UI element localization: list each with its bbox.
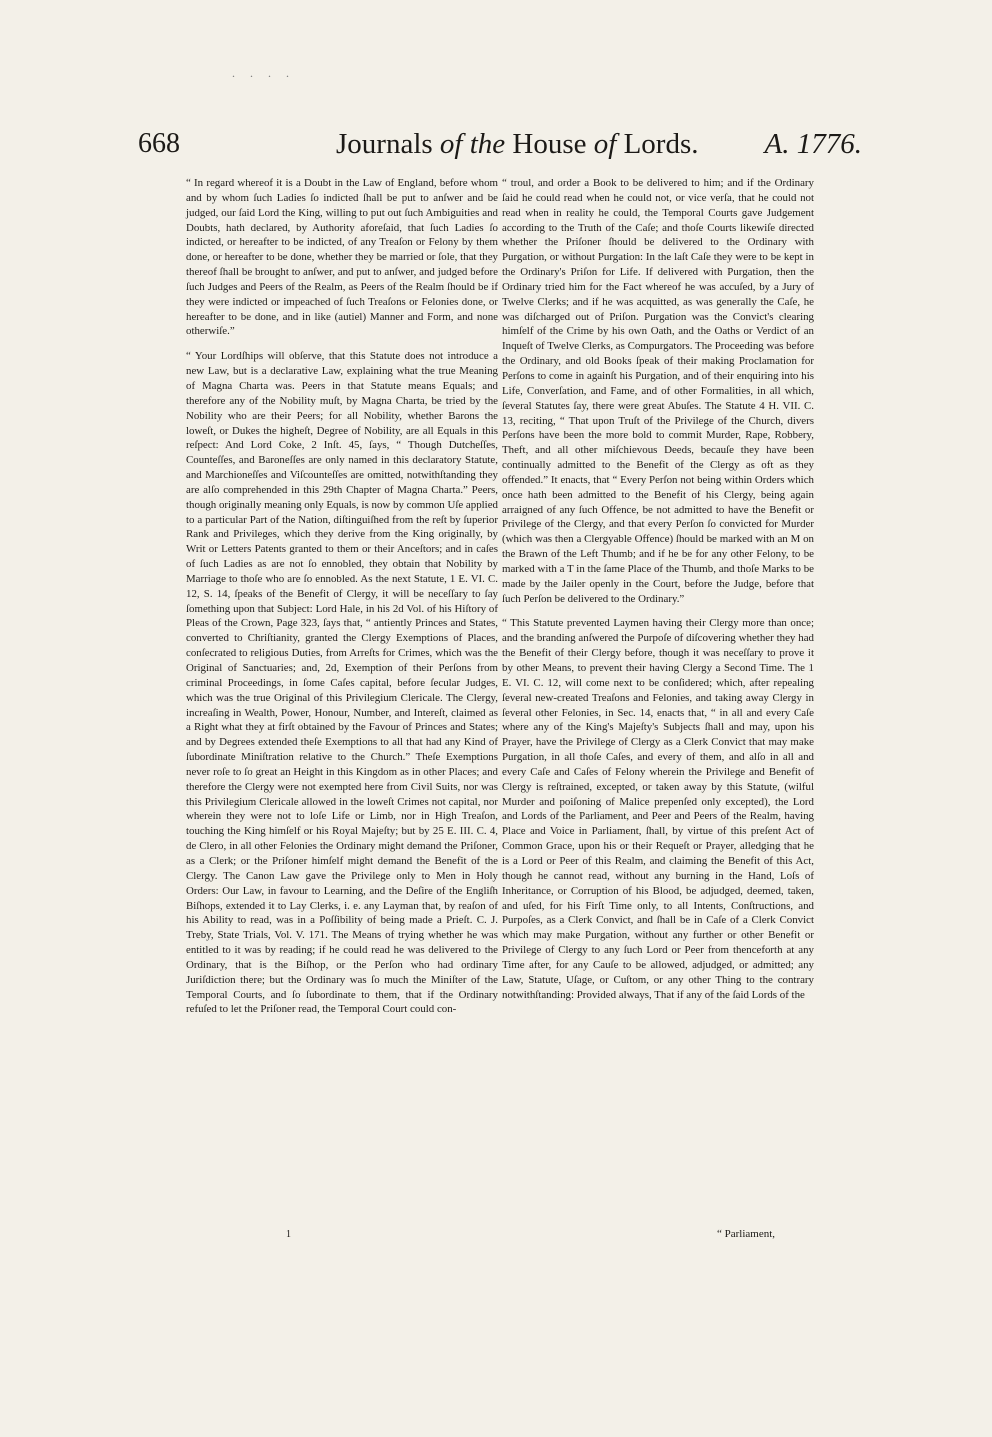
title-of-2: of (593, 128, 617, 160)
catchword: “ Parliament, (717, 1228, 776, 1240)
signature-mark: 1 (286, 1229, 291, 1240)
title-the: the (469, 128, 506, 160)
right-paragraph-1: “ troul, and order a Book to be delivered to him; and if the Ordinary ſaid he could read when he could not, or vice verſa, that he could not read when in reality he could, the Temporal Courts gave Judgement according to the Truth of the Caſe; and thoſe Courts likewiſe directed whether the Priſoner ſhould be delivered to the Ordinary with Purgation, or without Purgation: In the laſt Caſe they were to be kept in the Ordinary's Priſon for Life. If delivered with Purgation, then the Ordinary tried him for the Fact whereof he was accuſed, by a Jury of Twelve Clerks; and if he was acquitted, as was generally the Caſe, he was diſcharged out of Priſon. Purgation was the Convict's clearing himſelf of the Crime by his own Oath, and the Oaths or Verdict of an Inqueſt of Twelve Clerks, as Compurgators. The Proceeding was before the Ordinary, and old Books ſpeak of their making Proclamation for Perſons to come in againſt his Purgation, and of their enquiring into his Life, Converſation, and Fame, and of other Formalities, in all which, ſeveral Statutes ſay, there were great Abuſes. The Statute 4 H. VII. C. 13, reciting, “ That upon Truſt of the Privilege of the Church, divers Perſons have been the more bold to commit Murder, Rape, Robbery, Theft, and all other miſchievous Deeds, becauſe they have been continually admitted to the Benefit of the Clergy as oft as they offended.” It enacts, that “ Every Perſon not being within Orders which once hath been admitted to the Benefit of his Clergy, being again arraigned of any ſuch Offence, be not admitted to have the Benefit or Privilege of the Clergy, and that every Perſon ſo convicted for Murder (which was then a Clergyable Offence) ſhould be marked with an M on the Brawn of the Left Thumb; and if he be for any other Felony, to be marked with a T in the ſame Place of the Thumb, and thoſe Marks to be made by the Jailer openly in the Court, before the Judge, before that ſuch Perſon be delivered to the Ordinary.” (502, 177, 814, 605)
title-of-1: of (439, 128, 463, 160)
top-marks: . . . . (232, 66, 295, 80)
title-house: House (512, 128, 587, 160)
right-column (502, 176, 814, 1012)
left-paragraph-2: “ Your Lordſhips will obſerve, that this Statute does not introduce a new Law, but is a declarative Law, explaining what the true Meaning of Magna Charta was. Peers in that Statute means Equals; and therefore any of the Nobility muſt, by Magna Charta, be tried by the Nobility who are their Peers; for all Nobility, whether Barons the loweſt, or Dukes the higheſt, Degree of Nobility, are all Equals in this reſpect: And Lord Coke, 2 Inſt. 45, ſays, “ Though Dutcheſſes, Counteſſes, and Baroneſſes are only named in this declaratory Statute, and Marchioneſſes and Viſcounteſſes are omitted, notwithſtanding they are alſo comprehended in this 29th Chapter of Magna Charta.” Peers, though originally meaning only Equals, is now by common Uſe applied to a particular Part of the Nation, diſtinguiſhed from the reſt by ſuperior Rank and Privileges, which they derive from the King originally, by Writ or Letters Patents granted to them or their Anceſtors; and in caſes of ſuch Ladies as are not ſo ennobled, they obtain that Nobility by Marriage to thoſe who are ſo ennobled. As the next Statute, 1 E. VI. C. 12, S. 14, ſpeaks of the Benefit of Clergy, it will be neceſſary to ſay ſomething upon that Subject: Lord Hale, in his 2d Vol. of his Hiſtory of Pleas of the Crown, Page 323, ſays that, “ antiently Princes and States, converted to Chriſtianity, granted the Clergy Exemptions of Places, conſecrated to religious Duties, from Arreſts for Crimes, which was the Original of Sanctuaries; and, 2d, Exemption of their Perſons from criminal Proceedings, in ſome Caſes capital, before ſecular Judges, which was the true Original of this Privilegium Clericale. The Clergy, increaſing in Wealth, Power, Honour, Number, and Intereſt, claimed as a Right what they at firſt obtained by the Favour of Princes and States; and by Degrees extended theſe Exemptions to all that had any Kind of ſubordinate Miniſtration relative to the Church.” Theſe Exemptions never roſe to ſo great an Height in this Kingdom as in other Places; and therefore the Clergy were not exempted here from Civil Suits, nor was this Privilegium Clericale allowed in the loweſt Crimes not capital, nor wherein they were not to loſe Life or Limb, nor in High Treaſon, touching the King himſelf or his Royal Majeſty; but by 25 E. III. C. 4, de Clero, in all other Felonies the Ordinary might demand the Priſoner, as a Clerk; or the Priſoner himſelf might demand the Benefit of the Clergy. The Canon Law gave the Privilege only to Men in Holy Orders: Our Law, in favour to Learning, and the Deſire of the Engliſh Biſhops, extended it to Lay Clerks, i. e. any Layman that, by reaſon of his Ability to read, was in a Poſſibility of being made a Prieſt. C. J. Treby, State Trials, Vol. V. 171. The Means of trying whether he was entitled to it was by reading; if he could read he was delivered to the Ordinary, that is the Biſhop, or the Perſon who had ordinary Juriſdiction there; but the Ordinary was ſo much the Miniſter of the Temporal Courts, and ſo ſubordinate to them, that if the Ordinary refuſed to let the Priſoner read, the Temporal Court could con- (186, 350, 498, 1016)
running-header (138, 128, 862, 174)
right-paragraph-2: “ This Statute prevented Laymen having their Clergy more than once; and the branding anſwered the Purpoſe of diſcovering whether they had the Benefit of their Clergy before, though it was neceſſary to prove it by other Means, to prevent their having Clergy a Second Time. The 1 E. VI. C. 12, will come next to be conſidered; which, after repealing ſeveral new-created Treaſons and Felonies, and taking away Clergy in ſeveral other Felonies, in Sec. 14, enacts that, “ in all and every Caſe where any of the King's Majeſty's Subjects ſhall and may, upon his Prayer, have the Privilege of Clergy as a Clerk Convict that may make Purgation, in all thoſe Caſes, and every of them, and alſo in all and every Caſe and Caſes of Felony wherein the Privilege and Benefit of Clergy is reſtrained, excepted, or taken away by this Statute, (wilful Murder and poiſoning of Malice prepenſed only excepted), the Lord and Lords of the Parliament, and Peer and Peers of the Realm, having Place and Voice in Parliament, ſhall, by virtue of this preſent Act of Common Grace, upon his or their Requeſt or Prayer, alledging that he is a Lord or Peer of this Realm, and claiming the Benefit of this Act, though he cannot read, without any burning in the Hand, Loſs of Inheritance, or Corruption of his Blood, be adjudged, deemed, taken, and uſed, for his Firſt Time only, to all Intents, Conſtructions, and Purpoſes, as a Clerk Convict, and ſhall be in Caſe of a Clerk Convict which may make Purgation, without any further or other Benefit or Privilege of Clergy to any ſuch Lord or Peer from thenceforth at any Time after, for any Cauſe to be allowed, adjudged, or admitted; any Law, Statute, Uſage, or Cuſtom, or any other Thing to the contrary notwithſtanding: Provided always, That if any of the ſaid Lords of the (502, 617, 814, 1001)
page-number: 668 (138, 128, 180, 159)
running-title (336, 128, 699, 161)
left-paragraph-1: “ In regard whereof it is a Doubt in the Law of England, before whom and by whom ſuch Ladies ſo indicted ſhall be put to anſwer and be judged, our ſaid Lord the King, willing to put out ſuch Ambiguities and Doubts, hath declared, by Authority aforeſaid, that ſuch Ladies ſo indicted, or hereafter to be indicted, of any Treaſon or Felony by them done, or hereafter to be done, whether they be married or ſole, that they thereof ſhall be brought to anſwer, and put to anſwer, and judged before ſuch Judges and Peers of the Realm, as Peers of the Realm ſhould be if they were indicted or impeached of ſuch Treaſons or Felonies done, or hereafter to be done, and in like (autiel) Manner and Form, and none otherwiſe.” (186, 177, 498, 338)
title-lords: Lords. (623, 128, 699, 160)
year: A. 1776. (764, 128, 862, 160)
title-journals: Journals (336, 128, 433, 160)
left-column (186, 176, 498, 1027)
